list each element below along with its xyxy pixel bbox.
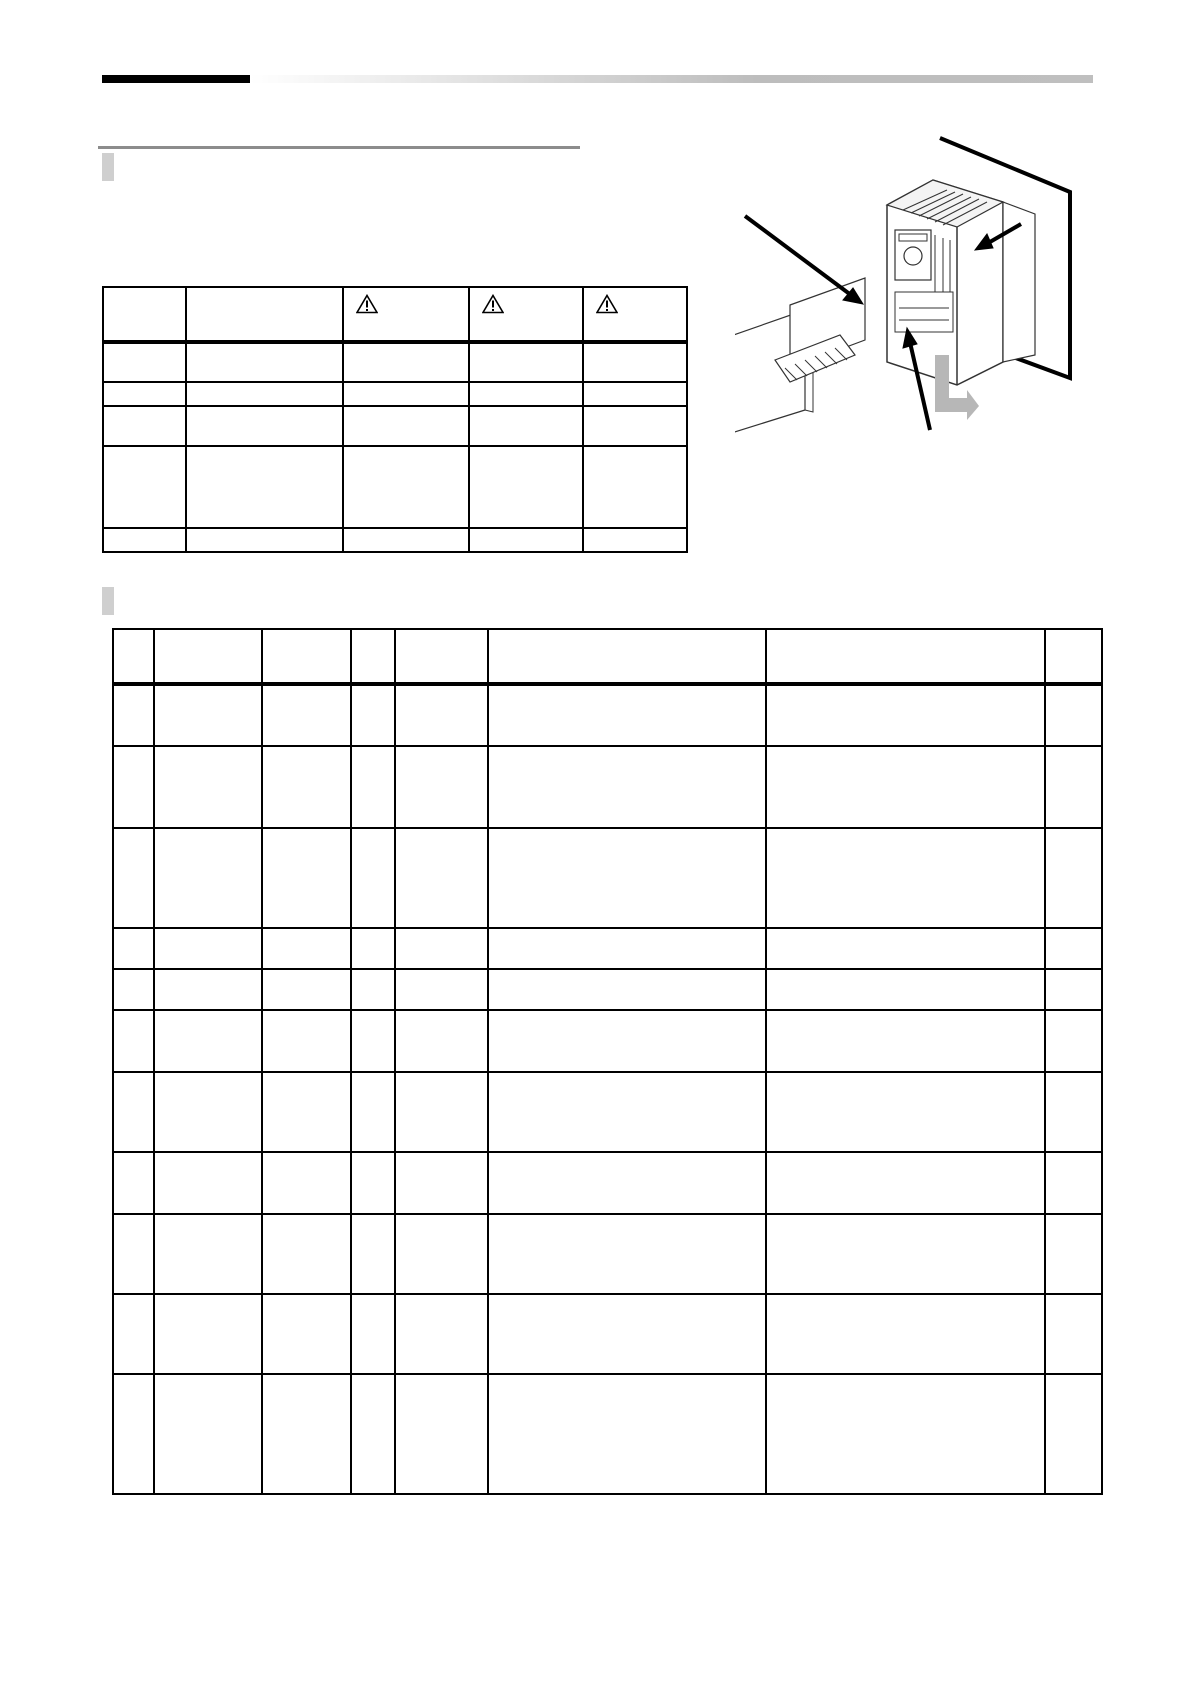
- parts-table-cell: [583, 382, 687, 406]
- parts-header-cell-4: [469, 287, 583, 342]
- wiring-table-cell: [1045, 1072, 1102, 1152]
- wiring-table-cell: [351, 1374, 396, 1494]
- wiring-table-cell: [766, 1072, 1045, 1152]
- parts-table: [102, 286, 688, 553]
- wiring-table-cell: [395, 684, 488, 746]
- parts-table-header: [103, 287, 687, 342]
- wiring-table-cell: [1045, 746, 1102, 828]
- wiring-table-cell: [766, 1214, 1045, 1294]
- wiring-table-cell: [488, 1214, 765, 1294]
- wiring-table-cell: [395, 1010, 488, 1072]
- wiring-table-cell: [154, 1214, 262, 1294]
- wiring-table-cell: [351, 746, 396, 828]
- wiring-table-cell: [1045, 1294, 1102, 1374]
- warning-triangle-icon: [356, 294, 378, 314]
- wiring-table-cell: [113, 746, 154, 828]
- wiring-table-cell: [1045, 1214, 1102, 1294]
- wiring-table-cell: [113, 928, 154, 969]
- parts-table-cell: [186, 406, 342, 446]
- warning-triangle-icon: [482, 294, 504, 314]
- wiring-table-cell: [154, 1374, 262, 1494]
- wiring-table-cell: [766, 1294, 1045, 1374]
- parts-header-cell-3: [343, 287, 470, 342]
- parts-table-row: [103, 446, 687, 528]
- wiring-table-cell: [766, 746, 1045, 828]
- wiring-table-cell: [488, 684, 765, 746]
- parts-table-cell: [343, 406, 470, 446]
- wiring-table-cell: [395, 1214, 488, 1294]
- wiring-header-cell-2: [154, 629, 262, 684]
- wiring-table-cell: [1045, 1010, 1102, 1072]
- warning-triangle-icon: [596, 294, 618, 314]
- wiring-header-cell-6: [488, 629, 765, 684]
- wiring-table-cell: [1045, 1374, 1102, 1494]
- wiring-table-cell: [351, 928, 396, 969]
- parts-table-row: [103, 528, 687, 552]
- wiring-table-cell: [154, 684, 262, 746]
- wiring-table-cell: [766, 928, 1045, 969]
- wiring-table-cell: [351, 828, 396, 928]
- parts-table-cell: [469, 528, 583, 552]
- parts-header-cell-1: [103, 287, 186, 342]
- section-marker-1: [102, 153, 114, 181]
- wiring-table-cell: [766, 969, 1045, 1010]
- parts-table-row: [103, 342, 687, 382]
- wiring-table-cell: [262, 928, 351, 969]
- parts-table-cell: [583, 528, 687, 552]
- parts-header-cell-5: [583, 287, 687, 342]
- wiring-table-cell: [395, 1374, 488, 1494]
- wiring-table-row: [113, 969, 1102, 1010]
- wiring-table-cell: [488, 1374, 765, 1494]
- wiring-table-cell: [766, 828, 1045, 928]
- parts-table-cell: [583, 406, 687, 446]
- parts-table-cell: [583, 446, 687, 528]
- header-bar-gradient: [250, 75, 1093, 83]
- wiring-table-cell: [1045, 828, 1102, 928]
- wiring-table-cell: [113, 1214, 154, 1294]
- wiring-table-cell: [488, 1294, 765, 1374]
- wiring-table-cell: [488, 969, 765, 1010]
- parts-table-cell: [469, 446, 583, 528]
- wiring-table-cell: [766, 684, 1045, 746]
- wiring-header-cell-5: [395, 629, 488, 684]
- wiring-table-cell: [113, 969, 154, 1010]
- wiring-table-header: [113, 629, 1102, 684]
- parts-table-row: [103, 406, 687, 446]
- wiring-table-cell: [488, 828, 765, 928]
- wiring-table-row: [113, 746, 1102, 828]
- section-divider: [98, 146, 580, 149]
- wiring-table-row: [113, 1294, 1102, 1374]
- wiring-table-cell: [351, 684, 396, 746]
- wiring-table-cell: [262, 1152, 351, 1214]
- wiring-table-cell: [113, 684, 154, 746]
- parts-table-row: [103, 382, 687, 406]
- wiring-table-row: [113, 684, 1102, 746]
- wiring-table-cell: [351, 1152, 396, 1214]
- wiring-table-cell: [395, 1152, 488, 1214]
- wiring-header-cell-7: [766, 629, 1045, 684]
- parts-header-cell-2: [186, 287, 342, 342]
- wiring-table-cell: [488, 1072, 765, 1152]
- wiring-table-cell: [488, 1010, 765, 1072]
- wiring-table-cell: [766, 1374, 1045, 1494]
- parts-table-cell: [469, 342, 583, 382]
- wiring-table-cell: [488, 746, 765, 828]
- wiring-table-cell: [395, 928, 488, 969]
- wiring-table-cell: [351, 1010, 396, 1072]
- parts-table-cell: [343, 382, 470, 406]
- parts-table-cell: [469, 382, 583, 406]
- wiring-table-row: [113, 928, 1102, 969]
- wiring-table-row: [113, 1214, 1102, 1294]
- wiring-table-cell: [154, 1072, 262, 1152]
- parts-table-cell: [469, 406, 583, 446]
- parts-table-cell: [186, 382, 342, 406]
- parts-table-cell: [343, 528, 470, 552]
- parts-table-cell: [103, 406, 186, 446]
- wiring-table-cell: [351, 1072, 396, 1152]
- wiring-table-cell: [262, 1072, 351, 1152]
- wiring-table-cell: [262, 746, 351, 828]
- wiring-table-cell: [113, 1072, 154, 1152]
- wiring-table-cell: [262, 684, 351, 746]
- wiring-table-row: [113, 828, 1102, 928]
- wiring-table-cell: [766, 1152, 1045, 1214]
- wiring-table-cell: [1045, 1152, 1102, 1214]
- wiring-table-cell: [262, 969, 351, 1010]
- wiring-table-cell: [395, 746, 488, 828]
- section-marker-2: [102, 587, 114, 615]
- header-bar-dark: [102, 75, 250, 83]
- wiring-table-cell: [766, 1010, 1045, 1072]
- parts-table-cell: [103, 446, 186, 528]
- wiring-table-cell: [351, 1214, 396, 1294]
- wiring-header-cell-8: [1045, 629, 1102, 684]
- wiring-table-cell: [262, 1214, 351, 1294]
- parts-table-cell: [103, 528, 186, 552]
- wiring-table-row: [113, 1152, 1102, 1214]
- wiring-table-cell: [1045, 928, 1102, 969]
- wiring-table-cell: [488, 928, 765, 969]
- parts-table-cell: [343, 342, 470, 382]
- wiring-table-cell: [395, 828, 488, 928]
- wiring-table-cell: [154, 1152, 262, 1214]
- wiring-table-cell: [395, 1294, 488, 1374]
- parts-table-cell: [103, 382, 186, 406]
- wiring-table-cell: [262, 1010, 351, 1072]
- wiring-header-cell-1: [113, 629, 154, 684]
- wiring-table-cell: [113, 828, 154, 928]
- parts-table-cell: [343, 446, 470, 528]
- wiring-table-cell: [351, 1294, 396, 1374]
- inverter-illustration: [735, 130, 1095, 475]
- wiring-table-cell: [113, 1010, 154, 1072]
- wiring-table-row: [113, 1010, 1102, 1072]
- wiring-table-row: [113, 1374, 1102, 1494]
- wiring-table-cell: [154, 746, 262, 828]
- wiring-table: [112, 628, 1103, 1495]
- parts-table-cell: [186, 528, 342, 552]
- wiring-table-cell: [113, 1294, 154, 1374]
- wiring-table-cell: [395, 969, 488, 1010]
- wiring-table-cell: [154, 1294, 262, 1374]
- wiring-table-cell: [351, 969, 396, 1010]
- wiring-table-cell: [154, 828, 262, 928]
- wiring-table-cell: [262, 1374, 351, 1494]
- wiring-table-cell: [154, 928, 262, 969]
- wiring-header-cell-3: [262, 629, 351, 684]
- wiring-table-cell: [1045, 684, 1102, 746]
- parts-table-cell: [103, 342, 186, 382]
- wiring-table-cell: [1045, 969, 1102, 1010]
- wiring-header-cell-4: [351, 629, 396, 684]
- wiring-table-cell: [154, 1010, 262, 1072]
- parts-table-cell: [186, 342, 342, 382]
- wiring-table-cell: [113, 1374, 154, 1494]
- wiring-table-cell: [262, 828, 351, 928]
- wiring-table-cell: [488, 1152, 765, 1214]
- parts-table-cell: [186, 446, 342, 528]
- wiring-table-cell: [154, 969, 262, 1010]
- wiring-table-cell: [262, 1294, 351, 1374]
- wiring-table-row: [113, 1072, 1102, 1152]
- wiring-table-cell: [395, 1072, 488, 1152]
- parts-table-cell: [583, 342, 687, 382]
- wiring-table-cell: [113, 1152, 154, 1214]
